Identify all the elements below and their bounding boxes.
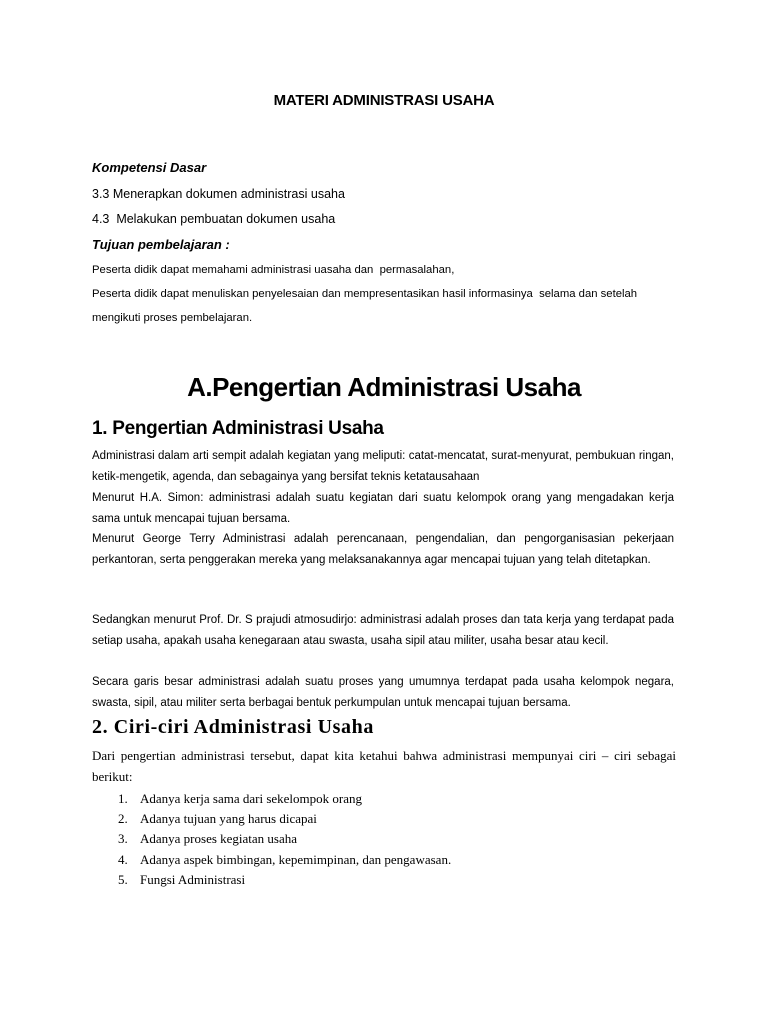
tujuan-line: Peserta didik dapat menuliskan penyelesaian dan mempresentasikan hasil informasinya selama dan setelah	[92, 288, 638, 300]
paragraph: Sedangkan menurut Prof. Dr. S prajudi atmosudirjo: administrasi adalah proses dan tata kerja yang terdapat pada setiap usaha, apakah usaha kenegaraan atau swasta, usaha sipil atau militer, usaha besar atau kecil.	[92, 614, 674, 647]
kompetensi-item: 3.3 Menerapkan dokumen administrasi usaha	[92, 187, 345, 201]
tujuan-heading: Tujuan pembelajaran :	[92, 237, 230, 252]
list-item: 3. Adanya proses kegiatan usaha	[118, 831, 298, 847]
paragraph: Menurut George Terry Administrasi adalah perencanaan, pengendalian, dan pengorganisasian pekerjaan perkantoran, serta penggerakan mereka yang melaksanakannya agar mencapai tujuan yang telah ditetapkan.	[92, 533, 674, 566]
list-item: 4. Adanya aspek bimbingan, kepemimpinan, dan pengawasan.	[118, 851, 452, 867]
list-item: 5. Fungsi Administrasi	[118, 871, 246, 887]
paragraph: Administrasi dalam arti sempit adalah kegiatan yang meliputi: catat-mencatat, surat-menyurat, pembukuan ringan, ketik-mengetik, agenda, dan sebagainya yang bersifat teknis ketatausahaan	[92, 450, 674, 483]
kompetensi-heading: Kompetensi Dasar	[92, 160, 207, 175]
list-item: 1. Adanya kerja sama dari sekelompok orang	[118, 791, 363, 806]
list-item: 2. Adanya tujuan yang harus dicapai	[118, 811, 317, 827]
paragraph: Menurut H.A. Simon: administrasi adalah suatu kegiatan dari suatu kelompok orang yang mengadakan kerja sama untuk mencapai tujuan bersama.	[92, 492, 674, 525]
ciri-list	[118, 789, 451, 890]
section-a-heading: A.Pengertian Administrasi Usaha	[187, 372, 581, 402]
section-2-heading: 2. Ciri-ciri Administrasi Usaha	[92, 716, 374, 738]
kompetensi-item: 4.3 Melakukan pembuatan dokumen usaha	[92, 212, 336, 226]
tujuan-line: Peserta didik dapat memahami administrasi uasaha dan permasalahan,	[92, 264, 455, 276]
document-title: MATERI ADMINISTRASI USAHA	[273, 92, 495, 109]
section-2-intro: Dari pengertian administrasi tersebut, dapat kita ketahui bahwa administrasi mempunyai ciri – ciri sebagai berikut:	[92, 748, 676, 784]
section-1-heading: 1. Pengertian Administrasi Usaha	[92, 418, 384, 439]
tujuan-line: mengikuti proses pembelajaran.	[92, 312, 253, 324]
paragraph: Secara garis besar administrasi adalah suatu proses yang umumnya terdapat pada usaha kelompok negara, swasta, sipil, atau militer serta berbagai bentuk perkumpulan untuk mencapai tujuan bersama.	[92, 676, 674, 709]
